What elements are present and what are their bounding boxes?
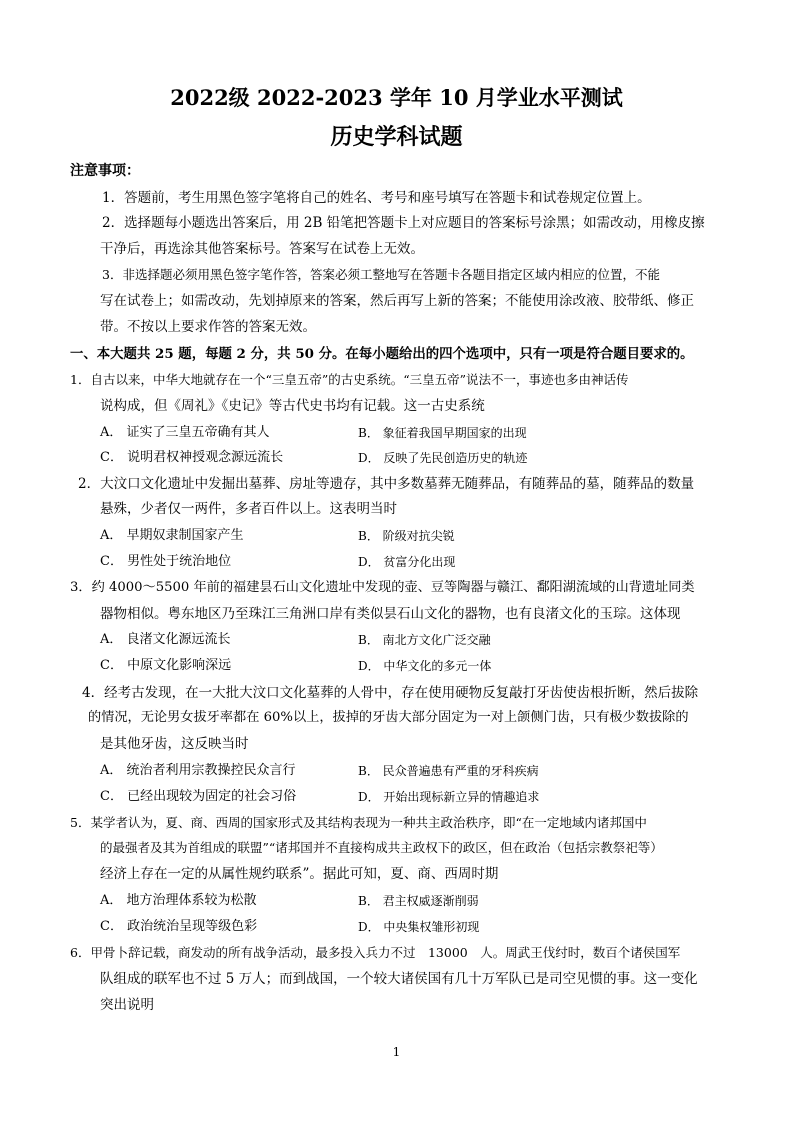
question-text: 经济上存在一定的从属性规约联系”。据此可知，夏、商、西周时期 (100, 866, 499, 882)
option-a: A． 早期奴隶制国家产生 (100, 528, 244, 543)
question-text: 器物相似。粤东地区乃至珠江三角洲口岸有类似昙石山文化的器物，也有良渚文化的玉琮。这体现 (100, 606, 681, 622)
question-text: 的情况，无论男女拔牙率都在 60%以上，拔掉的牙齿大部分固定为一对上颌侧门齿，只有极少数拔除的 (88, 710, 689, 725)
question-text: 2．大汶口文化遗址中发掘出墓葬、房址等遗存，其中多数墓葬无随葬品，有随葬品的墓，随葬品的数量 (78, 476, 695, 492)
question-text: 突出说明 (100, 997, 154, 1013)
question-text: 悬殊，少者仅一两件，多者百件以上。这表明当时 (100, 501, 397, 517)
option-c: C． 已经出现较为固定的社会习俗 (100, 789, 297, 804)
question-text: 3．约 4000～5500 年前的福建昙石山文化遗址中发现的壶、豆等陶器与赣江、鄱阳湖流域的山背遗址同类 (70, 580, 695, 595)
option-d: D． 中华文化的多元一体 (358, 659, 492, 673)
option-a: A． 地方治理体系较为松散 (100, 893, 257, 908)
option-c: C． 中原文化影响深远 (100, 658, 232, 673)
option-a: A． 良渚文化源远流长 (100, 632, 231, 647)
notice-line: 3．非选择题必须用黑色签字笔作答，答案必须工整地写在答题卡各题目指定区域内相应的位置，不能 (102, 267, 660, 282)
option-a: A． 统治者利用宗教操控民众言行 (100, 763, 296, 778)
question-text: 1．自古以来，中华大地就存在一个“三皇五帝”的古史系统。“三皇五帝”说法不一，事迹也多由神话传 (70, 372, 629, 387)
option-c: C． 男性处于统治地位 (100, 554, 232, 569)
notice-line: 1．答题前，考生用黑色签字笔将自己的姓名、考号和座号填写在答题卡和试卷规定位置上。 (102, 190, 651, 206)
option-a: A． 证实了三皇五帝确有其人 (100, 425, 270, 440)
option-c: C． 说明君权神授观念源远流长 (100, 450, 284, 465)
question-text: 6．甲骨卜辞记载，商发动的所有战争活动，最多投入兵力不过 13000 人。周武王伐纣时，数百个诸侯国军 (70, 945, 681, 960)
notice-line: 干净后，再选涂其他答案标号。答案写在试卷上无效。 (100, 241, 424, 257)
question-text: 的最强者及其为首组成的联盟”“诸邦国并不直接构成共主政权下的政区，但在政治（包括宗教祭祀等） (100, 840, 663, 855)
page-subtitle: 历史学科试题 (330, 124, 463, 150)
option-b: B． 象征着我国早期国家的出现 (358, 426, 527, 440)
notice-heading: 注意事项： (70, 163, 140, 179)
notice-line: 写在试卷上；如需改动，先划掉原来的答案，然后再写上新的答案；不能使用涂改液、胶带纸、修正 (100, 293, 694, 309)
option-b: B． 南北方文化广泛交融 (358, 633, 491, 647)
question-text: 4．经考古发现，在一大批大汶口文化墓葬的人骨中，存在使用硬物反复敲打牙齿使齿根折断，然后拔除 (82, 685, 699, 701)
option-d: D． 中央集权雏形初现 (358, 920, 480, 934)
page-number: 1 (392, 1045, 401, 1059)
question-text: 是其他牙齿，这反映当时 (100, 736, 249, 752)
question-text: 说构成，但《周礼》《史记》等古代史书均有记载。这一古史系统 (100, 398, 485, 414)
option-d: D． 贫富分化出现 (358, 555, 456, 569)
notice-line: 带。不按以上要求作答的答案无效。 (100, 319, 316, 335)
question-text: 5．某学者认为，夏、商、西周的国家形式及其结构表现为一种共主政治秩序，即“在一定地域内诸邦国中 (70, 815, 647, 830)
option-b: B． 阶级对抗尖锐 (358, 529, 455, 543)
option-c: C． 政治统治呈现等级色彩 (100, 919, 258, 934)
option-d: D． 反映了先民创造历史的轨迹 (358, 451, 528, 465)
option-b: B． 民众普遍患有严重的牙科疾病 (358, 764, 539, 778)
option-b: B． 君主权威逐渐削弱 (358, 894, 479, 908)
notice-line: 2．选择题每小题选出答案后，用 2B 铅笔把答题卡上对应题目的答案标号涂黑；如需改动，用橡皮擦 (102, 215, 705, 231)
question-text: 队组成的联军也不过 5 万人；而到战国，一个较大诸侯国有几十万军队已是司空见惯的事。这一变化 (100, 971, 698, 987)
page-title: 2022级 2022-2023 学年 10 月学业水平测试 (170, 85, 623, 110)
option-d: D． 开始出现标新立异的情趣追求 (358, 790, 540, 804)
section-heading: 一、本大题共 25 题，每题 2 分，共 50 分。在每小题给出的四个选项中，只有一项是符合题目要求的。 (70, 346, 694, 362)
